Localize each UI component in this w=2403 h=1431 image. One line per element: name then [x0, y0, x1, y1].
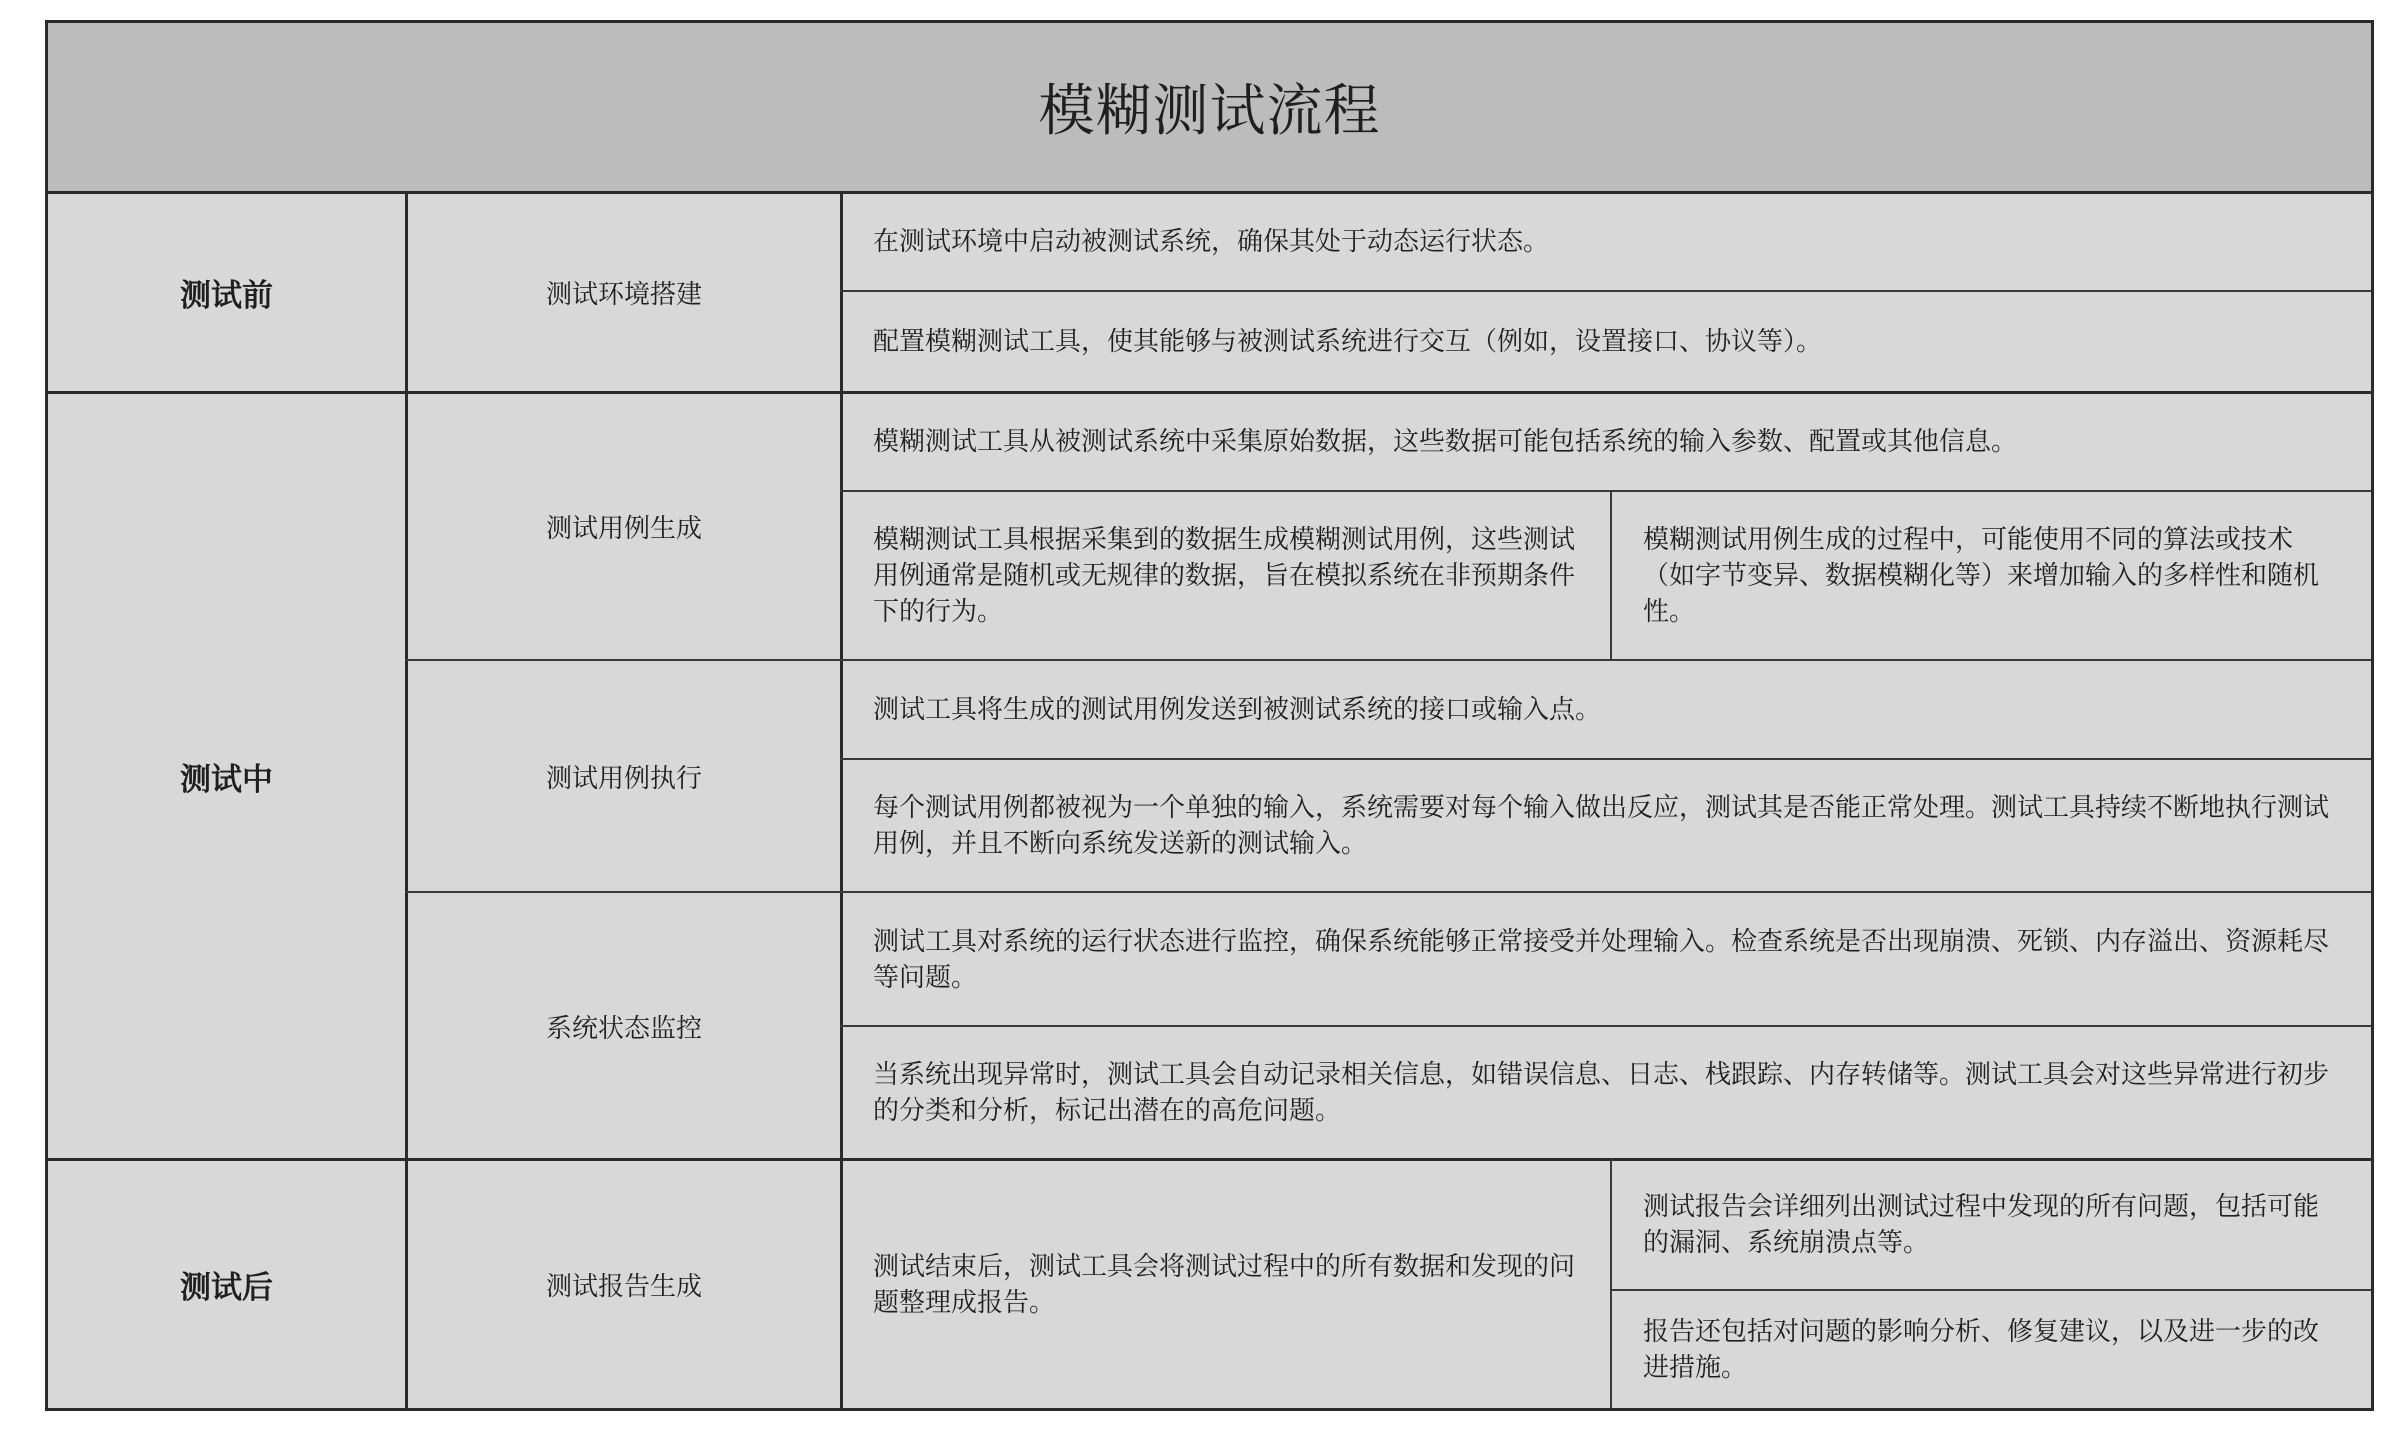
phase-divider-2 — [48, 1158, 2371, 1161]
phase-during: 测试中 — [180, 761, 273, 798]
step-case-execution: 测试用例执行 — [545, 764, 702, 794]
row-divider-mon — [840, 1025, 2371, 1027]
desc-env-1: 在测试环境中启动被测试系统，确保其处于动态运行状态。 — [873, 227, 1550, 257]
desc-env-2: 配置模糊测试工具，使其能够与被测试系统进行交互（例如，设置接口、协议等）。 — [873, 327, 1823, 357]
phase-divider-1 — [48, 391, 2371, 394]
title-divider — [48, 191, 2371, 194]
phase-after: 测试后 — [180, 1270, 273, 1306]
desc-rep-3: 报告还包括对问题的影响分析、修复建议，以及进一步的改进措施。 — [1643, 1317, 2320, 1383]
row-divider-exec — [840, 758, 2371, 760]
row-divider-gen — [840, 490, 2371, 492]
desc-gen-3: 模糊测试用例生成的过程中，可能使用不同的算法或技术（如字节变异、数据模糊化等）来增加输入的多样性和随机性。 — [1643, 525, 2320, 627]
step-env-setup: 测试环境搭建 — [545, 280, 702, 310]
desc-rep-2: 测试报告会详细列出测试过程中发现的所有问题，包括可能的漏洞、系统崩溃点等。 — [1643, 1192, 2320, 1258]
step-case-generation: 测试用例生成 — [545, 514, 702, 544]
row-divider-rep — [1610, 1289, 2371, 1291]
desc-mon-1: 测试工具对系统的运行状态进行监控，确保系统能够正常接受并处理输入。检查系统是否出现崩溃、死锁、内存溢出、资源耗尽等问题。 — [873, 926, 2330, 993]
desc-gen-2: 模糊测试工具根据采集到的数据生成模糊测试用例，这些测试用例通常是随机或无规律的数据，旨在模拟系统在非预期条件下的行为。 — [873, 525, 1576, 627]
desc-gen-1: 模糊测试工具从被测试系统中采集原始数据，这些数据可能包括系统的输入参数、配置或其他信息。 — [873, 427, 2018, 457]
row-divider-env — [840, 290, 2371, 292]
col-divider-rep — [1610, 1158, 1612, 1408]
desc-exec-2: 每个测试用例都被视为一个单独的输入，系统需要对每个输入做出反应，测试其是否能正常处理。测试工具持续不断地执行测试用例，并且不断向系统发送新的测试输入。 — [873, 793, 2330, 859]
step-divider-exec-mon — [405, 891, 2371, 893]
step-column-divider — [840, 191, 843, 1408]
fuzz-testing-process-diagram — [45, 20, 2374, 1411]
col-divider-gen — [1610, 490, 1612, 659]
desc-rep-1: 测试结束后，测试工具会将测试过程中的所有数据和发现的问题整理成报告。 — [873, 1251, 1576, 1318]
step-divider-gen-exec — [405, 659, 2371, 661]
step-report-generation: 测试报告生成 — [545, 1272, 702, 1302]
desc-mon-2: 当系统出现异常时，测试工具会自动记录相关信息，如错误信息、日志、栈跟踪、内存转储等。测试工具会对这些异常进行初步的分类和分析，标记出潜在的高危问题。 — [873, 1060, 2330, 1126]
phase-before: 测试前 — [180, 278, 273, 314]
diagram-title: 模糊测试流程 — [48, 23, 2371, 191]
desc-exec-1: 测试工具将生成的测试用例发送到被测试系统的接口或输入点。 — [873, 695, 1602, 725]
step-state-monitoring: 系统状态监控 — [545, 1013, 702, 1044]
phase-column-divider — [405, 191, 408, 1408]
